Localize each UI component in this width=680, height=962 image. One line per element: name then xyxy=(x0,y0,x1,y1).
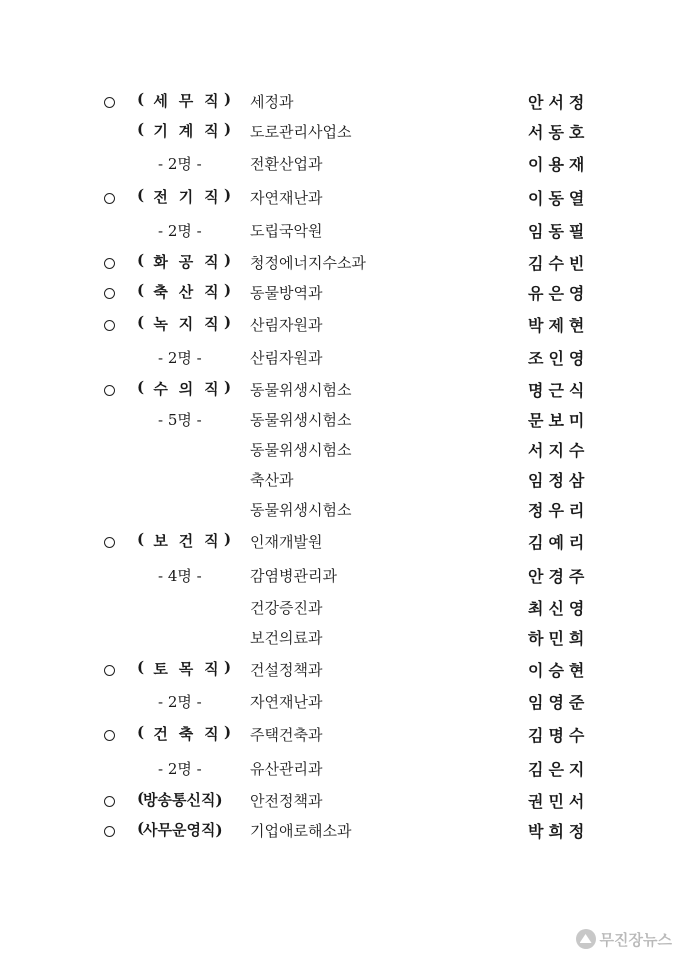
person-name: 이승현 xyxy=(528,661,590,680)
paren-open: ( xyxy=(137,658,145,676)
mountain-logo-icon xyxy=(576,929,596,949)
list-item xyxy=(0,438,680,468)
department: 동물위생시험소 xyxy=(250,381,352,399)
person-name: 명근식 xyxy=(528,381,590,400)
bullet-circle-icon xyxy=(104,288,115,299)
job-type xyxy=(137,186,237,210)
department: 산림자원과 xyxy=(250,316,323,334)
bullet-circle-icon xyxy=(104,97,115,108)
bullet-circle-icon xyxy=(104,730,115,741)
list-item xyxy=(0,408,680,438)
paren-open: ( xyxy=(137,251,145,269)
job-type-char: 수 xyxy=(153,380,168,398)
department: 도로관리사업소 xyxy=(250,123,352,141)
department: 감염병관리과 xyxy=(250,567,337,585)
list-item xyxy=(0,219,680,249)
job-type-label xyxy=(148,251,224,272)
job-type-char: 직 xyxy=(204,253,219,271)
paren-close: ) xyxy=(224,90,232,108)
department: 세정과 xyxy=(250,93,294,111)
job-type xyxy=(137,378,237,402)
bullet-circle-icon xyxy=(104,320,115,331)
person-name: 임정삼 xyxy=(528,471,590,490)
watermark xyxy=(576,926,672,952)
paren-open: ( xyxy=(137,723,145,741)
person-name: 이용재 xyxy=(528,155,590,174)
bullet-circle-icon xyxy=(104,796,115,807)
paren-close: ) xyxy=(224,313,232,331)
list-item xyxy=(0,281,680,311)
job-type-label xyxy=(148,281,224,302)
department: 자연재난과 xyxy=(250,189,323,207)
person-name: 김명수 xyxy=(528,726,590,745)
job-type-char: 건 xyxy=(178,532,194,550)
department: 동물방역과 xyxy=(250,284,323,302)
job-type-char: 계 xyxy=(178,122,194,140)
job-type xyxy=(137,281,237,305)
job-type-char: 기 xyxy=(153,122,168,140)
headcount: - 4명 - xyxy=(158,567,202,585)
job-type-char: 직 xyxy=(204,92,219,110)
department: 기업애로해소과 xyxy=(250,822,352,840)
list-item xyxy=(0,120,680,150)
paren-close: ) xyxy=(224,378,232,396)
headcount: - 2명 - xyxy=(158,349,202,367)
job-type-char: 세 xyxy=(153,92,168,110)
department: 축산과 xyxy=(250,471,294,489)
job-type-char: 의 xyxy=(178,380,194,398)
list-item xyxy=(0,530,680,560)
job-type-char: 공 xyxy=(178,253,194,271)
job-type-label xyxy=(148,530,224,551)
job-type xyxy=(137,658,237,682)
job-type-char: 녹 xyxy=(153,315,168,333)
paren-close: ) xyxy=(224,251,232,269)
department: 동물위생시험소 xyxy=(250,441,352,459)
person-name: 서지수 xyxy=(528,441,590,460)
job-type-label xyxy=(148,90,224,111)
list-item xyxy=(0,251,680,281)
job-type-char: 직 xyxy=(204,380,219,398)
person-name: 김수빈 xyxy=(528,254,590,273)
paren-open: ( xyxy=(137,789,145,807)
list-item xyxy=(0,789,680,819)
bullet-circle-icon xyxy=(104,258,115,269)
person-name: 안경주 xyxy=(528,567,590,586)
headcount: - 5명 - xyxy=(158,411,202,429)
paren-close: ) xyxy=(224,120,232,138)
job-type-char: 토 xyxy=(153,660,168,678)
person-name: 임동필 xyxy=(528,222,590,241)
headcount: - 2명 - xyxy=(158,760,202,778)
job-type-char: 직 xyxy=(204,315,219,333)
paren-open: ( xyxy=(137,313,145,331)
job-type xyxy=(137,723,237,747)
job-type-char: 보 xyxy=(153,532,168,550)
paren-open: ( xyxy=(137,90,145,108)
person-name: 김은지 xyxy=(528,760,590,779)
person-name: 하민희 xyxy=(528,629,590,648)
job-type-char: 지 xyxy=(178,315,194,333)
paren-close: ) xyxy=(224,281,232,299)
paren-open: ( xyxy=(137,281,145,299)
job-type-char: 축 xyxy=(178,725,194,743)
paren-open: ( xyxy=(137,378,145,396)
list-item xyxy=(0,90,680,120)
paren-open: ( xyxy=(137,819,145,837)
list-item xyxy=(0,498,680,528)
job-type-label: 사무운영직) xyxy=(143,821,223,839)
bullet-circle-icon xyxy=(104,537,115,548)
list-item xyxy=(0,658,680,688)
list-item xyxy=(0,152,680,182)
person-name: 최신영 xyxy=(528,599,590,618)
person-name: 조인영 xyxy=(528,349,590,368)
headcount: - 2명 - xyxy=(158,155,202,173)
department: 유산관리과 xyxy=(250,760,323,778)
job-type xyxy=(137,313,237,337)
department: 청정에너지수소과 xyxy=(250,254,366,272)
job-type-char: 전 xyxy=(153,188,168,206)
job-type xyxy=(137,819,237,843)
department: 건강증진과 xyxy=(250,599,323,617)
person-name: 서동호 xyxy=(528,123,590,142)
job-type-char: 축 xyxy=(153,283,168,301)
department: 건설정책과 xyxy=(250,661,323,679)
job-type-label xyxy=(148,378,224,399)
job-type-char: 산 xyxy=(178,283,194,301)
person-name: 안서정 xyxy=(528,93,590,112)
job-type xyxy=(137,251,237,275)
job-type-char: 무 xyxy=(178,92,194,110)
job-type-char: 직 xyxy=(204,532,219,550)
person-name: 김예리 xyxy=(528,533,590,552)
list-item xyxy=(0,378,680,408)
job-type-char: 화 xyxy=(153,253,168,271)
job-type-label: 방송통신직) xyxy=(143,791,223,809)
headcount: - 2명 - xyxy=(158,693,202,711)
job-type-char: 기 xyxy=(178,188,194,206)
department: 동물위생시험소 xyxy=(250,501,352,519)
job-type-label xyxy=(148,658,224,679)
paren-open: ( xyxy=(137,530,145,548)
job-type-char: 직 xyxy=(204,725,219,743)
job-type-label xyxy=(148,723,224,744)
person-name: 박제현 xyxy=(528,316,590,335)
person-name: 임영준 xyxy=(528,693,590,712)
paren-close: ) xyxy=(224,186,232,204)
department: 전환산업과 xyxy=(250,155,323,173)
person-name: 문보미 xyxy=(528,411,590,430)
department: 보건의료과 xyxy=(250,629,323,647)
job-type-char: 직 xyxy=(204,188,219,206)
watermark-text: 무진장뉴스 xyxy=(599,930,672,949)
job-type xyxy=(137,90,237,114)
bullet-circle-icon xyxy=(104,826,115,837)
job-type-char: 목 xyxy=(178,660,194,678)
list-item xyxy=(0,346,680,376)
list-item xyxy=(0,819,680,849)
list-item xyxy=(0,564,680,594)
paren-close: ) xyxy=(224,530,232,548)
paren-open: ( xyxy=(137,120,145,138)
list-item xyxy=(0,723,680,753)
bullet-circle-icon xyxy=(104,193,115,204)
list-item xyxy=(0,690,680,720)
job-type-char: 직 xyxy=(204,283,219,301)
paren-open: ( xyxy=(137,186,145,204)
bullet-circle-icon xyxy=(104,665,115,676)
department: 산림자원과 xyxy=(250,349,323,367)
job-type xyxy=(137,120,237,144)
job-type xyxy=(137,530,237,554)
person-name: 이동열 xyxy=(528,189,590,208)
job-type xyxy=(137,789,237,813)
department: 인재개발원 xyxy=(250,533,323,551)
job-type-char: 직 xyxy=(204,660,219,678)
job-type-char: 건 xyxy=(153,725,168,743)
list-item xyxy=(0,596,680,626)
department: 동물위생시험소 xyxy=(250,411,352,429)
list-item xyxy=(0,468,680,498)
list-item xyxy=(0,313,680,343)
job-type-label xyxy=(148,186,224,207)
person-name: 정우리 xyxy=(528,501,590,520)
department: 자연재난과 xyxy=(250,693,323,711)
list-item xyxy=(0,757,680,787)
department: 도립국악원 xyxy=(250,222,323,240)
person-name: 권민서 xyxy=(528,792,590,811)
person-name: 박희정 xyxy=(528,822,590,841)
paren-close: ) xyxy=(224,658,232,676)
job-type-label xyxy=(148,313,224,334)
department: 안전정책과 xyxy=(250,792,323,810)
job-type-label xyxy=(148,120,224,141)
paren-close: ) xyxy=(224,723,232,741)
headcount: - 2명 - xyxy=(158,222,202,240)
department: 주택건축과 xyxy=(250,726,323,744)
person-name: 유은영 xyxy=(528,284,590,303)
list-item xyxy=(0,626,680,656)
bullet-circle-icon xyxy=(104,385,115,396)
job-type-char: 직 xyxy=(204,122,219,140)
list-item xyxy=(0,186,680,216)
